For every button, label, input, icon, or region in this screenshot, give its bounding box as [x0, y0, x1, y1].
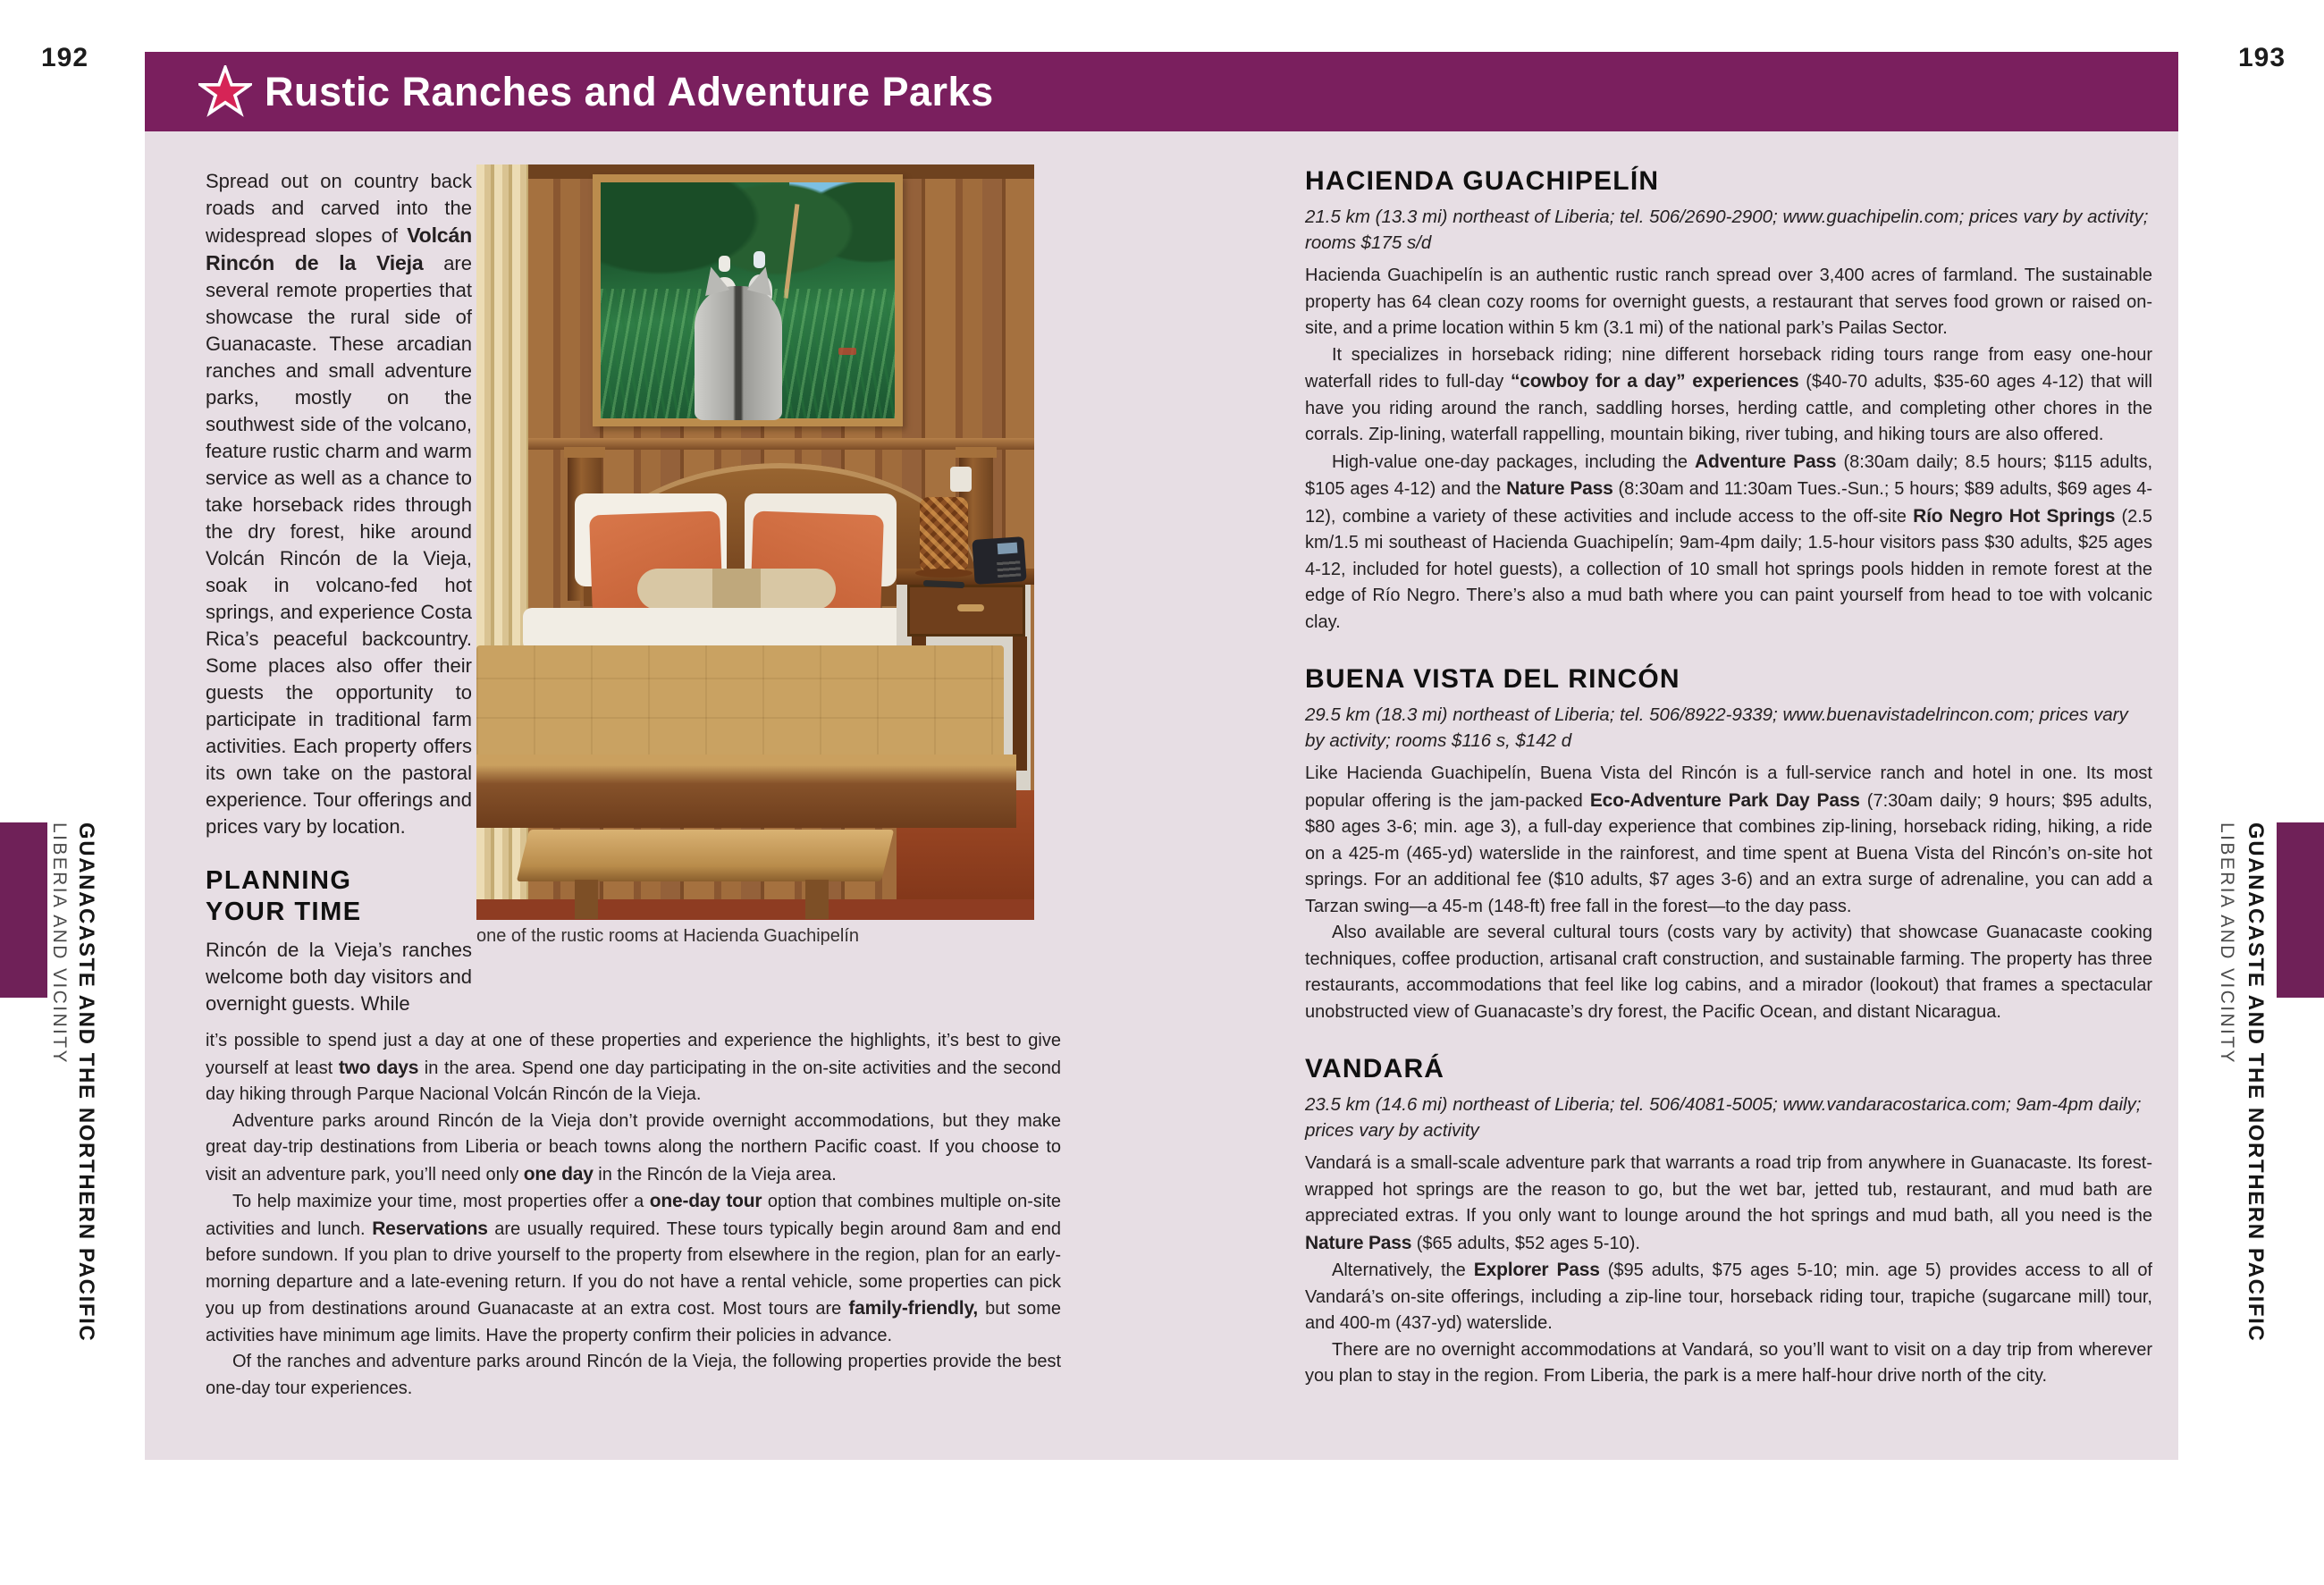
chapter-tab-left	[0, 822, 47, 998]
planning-your-time-heading	[206, 865, 472, 928]
paragraph: Also available are several cultural tours (costs vary by activity) that showcase Guanacaste cooking techniques, coffee production, artisanal craft construction, and sustainable farming. The property has three restaurants, accommodations that feel like log cabins, and a mirador (lookout) that frames a spectacular unobstructed view of Guanacaste’s dry forest, the Pacific Ocean, and distant Nicaragua.	[1305, 923, 2152, 1022]
left-body-text	[206, 1028, 1061, 1402]
footboard	[476, 755, 1016, 828]
star-icon	[198, 65, 252, 119]
hotel-room-photo	[476, 164, 1034, 920]
listing-info-line: 23.5 km (14.6 mi) northeast of Liberia; tel. 506/4081-5005; www.vandaracostarica.com; 9am-4pm daily; prices vary by activity	[1305, 1094, 2142, 1141]
page-number-right: 193	[2238, 43, 2286, 72]
framed-painting	[593, 174, 903, 426]
sidebar-subregion-left: LIBERIA AND VICINITY	[49, 822, 70, 1065]
paragraph: High-value one-day packages, including the Adventure Pass (8:30am daily; 8.5 hours; $115 adults, $105 ages 4-12) and the Nature Pass (8:30am and 11:30am Tues.-Sun.; 5 hours; $89 adults, $69 ages 4-12), combine a variety of these activities and include access to the off-site Río Negro Hot Springs (2.5 km/1.5 mi southeast of Hacienda Guachipelín; 9am-4pm daily; 1.5-hour visitors pass $30 adults, $25 ages 4-12, included for hotel guests), a collection of 10 small hot springs pools hidden in remote forest at the edge of Río Negro. There’s also a mud bath where you can paint yourself from head to toe with volcanic clay.	[1305, 451, 2152, 632]
nightstand-leg	[1013, 637, 1027, 771]
wood-rail	[476, 438, 1034, 450]
right-body-column	[1305, 164, 2152, 1390]
paragraph: Like Hacienda Guachipelín, Buena Vista del Rincón is a full-service ranch and hotel in one. Its most popular offering is the jam-packed Eco-Adventure Park Day Pass (7:30am daily; 9 hours; $95 adults, $80 ages 3-6; min. age 3), a full-day experience that combines zip-lining, horseback riding, hiking, a ride on a 425-m (465-yd) waterslide in the rainforest, and time spent at Buena Vista del Rincón’s on-site hot springs. For an additional fee ($10 adults, $7 ages 3-6) and an extra surge of adrenaline, you can add a Tarzan swing—a 45-m (148-ft) free fall in the forest—to the day pass.	[1305, 763, 2152, 916]
listing-heading: BUENA VISTA DEL RINCÓN	[1305, 664, 1680, 694]
sidebar-region-left: GUANACASTE AND THE NORTHERN PACIFIC	[74, 822, 98, 1343]
paragraph: it’s possible to spend just a day at one of these properties and experience the highlights, it’s best to give yourself at least two days in the area. Spend one day participating in the on-site activities and the second day hiking through Parque Nacional Volcán Rincón de la Vieja.	[206, 1031, 1061, 1104]
paragraph: Adventure parks around Rincón de la Vieja don’t provide overnight accommodations, but they make great day-trip destinations from Liberia or beach towns along the northern Pacific coast. If you choose to visit an adventure park, you’ll need only one day in the Rincón de la Vieja area.	[206, 1110, 1061, 1185]
bench-leg	[575, 880, 598, 919]
listing-heading: VANDARÁ	[1305, 1054, 1445, 1083]
drawer-handle	[957, 604, 984, 611]
paragraph: There are no overnight accommodations at Vandará, so you’ll want to visit on a day trip from wherever you plan to stay in the region. From Liberia, the park is a mere half-hour drive north of the city.	[1305, 1339, 2152, 1386]
painting-signature	[838, 348, 856, 355]
heading-line: PLANNING	[206, 866, 352, 895]
section-banner	[145, 52, 2178, 131]
paragraph: To help maximize your time, most properties offer a one-day tour option that combines multiple on-site activities and lunch. Reservations are usually required. These tours typically begin around 8am and end before sundown. If you plan to drive yourself to the property from elsewhere in the region, plan for an early-morning departure and a late-evening return. If you do not have a rental vehicle, some properties can pick you up from destinations around Guanacaste at an extra cost. Most tours are family-friendly, but some activities have minimum age limits. Have the property confirm their policies in advance.	[206, 1191, 1061, 1345]
planning-paragraph-start: Rincón de la Vieja’s ranches welcome both day visitors and overnight guests. While	[206, 939, 472, 1015]
listing-buena-vista-del-rincon	[1305, 662, 2152, 1025]
telephone	[972, 536, 1026, 585]
bench-leg	[805, 880, 829, 919]
heading-line: YOUR TIME	[206, 898, 362, 926]
listing-heading: HACIENDA GUACHIPELÍN	[1305, 166, 1660, 196]
paragraph: Hacienda Guachipelín is an authentic rustic ranch spread over 3,400 acres of farmland. The sustainable property has 64 clean cozy rooms for overnight guests, a restaurant that serves food grown or raised on-site, and a prime location within 5 km (3.1 mi) of the national park’s Pailas Sector.	[1305, 266, 2152, 338]
banner-title: Rustic Ranches and Adventure Parks	[265, 68, 994, 114]
page-number-left: 192	[41, 43, 89, 72]
sidebar-subregion-right: LIBERIA AND VICINITY	[2217, 822, 2237, 1065]
table-lamp	[920, 497, 968, 572]
paragraph: Alternatively, the Explorer Pass ($95 adults, $75 ages 5-10; min. age 5) provides access to all of Vandará’s on-site offerings, including a zip-line tour, horseback riding tour, trapiche (sugarcane mill) tour, and 400-m (437-yd) waterslide.	[1305, 1260, 2152, 1333]
listing-info-line: 29.5 km (18.3 mi) northeast of Liberia; tel. 506/8922-9339; www.buenavistadelrincon.com; prices vary by activity; rooms $116 s, $142 d	[1305, 704, 2128, 751]
paragraph: It specializes in horseback riding; nine different horseback riding tours range from easy one-hour waterfall rides to full-day “cowboy for a day” experiences ($40-70 adults, $35-60 ages 4-12) that will have you riding around the ranch, saddling horses, herding cattle, and completing other chores in the corrals. Zip-lining, waterfall rappelling, mountain biking, river tubing, and hiking tours are also offered.	[1305, 344, 2152, 444]
sidebar-region-right: GUANACASTE AND THE NORTHERN PACIFIC	[2244, 822, 2268, 1343]
listing-vandara	[1305, 1052, 2152, 1390]
wood-bench	[517, 830, 894, 881]
photo-caption: one of the rustic rooms at Hacienda Guachipelín	[476, 926, 860, 946]
bedspread	[476, 645, 1004, 758]
paragraph: Of the ranches and adventure parks around Rincón de la Vieja, the following properties provide the best one-day tour experiences.	[206, 1352, 1061, 1398]
listing-info-line: 21.5 km (13.3 mi) northeast of Liberia; tel. 506/2690-2900; www.guachipelin.com; prices vary by activity; rooms $175 s/d	[1305, 207, 2149, 253]
left-intro-column	[206, 168, 472, 1017]
listing-hacienda-guachipelin	[1305, 164, 2152, 636]
intro-paragraph: Spread out on country back roads and carved into the widespread slopes of Volcán Rincón de la Vieja are several remote properties that showcase the rural side of Guanacaste. These arcadian ranches and small adventure parks, mostly on the southwest side of the volcano, feature rustic charm and warm service as well as a chance to take horseback rides through the dry forest, hike around Volcán Rincón de la Vieja, soak in volcano-fed hot springs, and experience Costa Rica’s peaceful backcountry. Some places also offer their guests the opportunity to participate in traditional farm activities. Each property offers its own take on the pastoral experience. Tour offerings and prices vary by location.	[206, 170, 472, 838]
wall-socket	[950, 467, 972, 492]
floor	[476, 899, 1034, 920]
chapter-tab-right	[2277, 822, 2324, 998]
bolster-pillow	[637, 569, 836, 610]
paragraph: Vandará is a small-scale adventure park that warrants a road trip from anywhere in Guanacaste. Its forest-wrapped hot springs are the reason to go, but the wet bar, jetted tub, restaurant, and mud bath are appreciated extras. If you only want to lounge around the hot springs and mud bath, all you need is the Nature Pass ($65 adults, $52 ages 5-10).	[1305, 1153, 2152, 1253]
painting-horse-head	[695, 286, 782, 420]
two-page-spread	[145, 52, 2178, 1460]
